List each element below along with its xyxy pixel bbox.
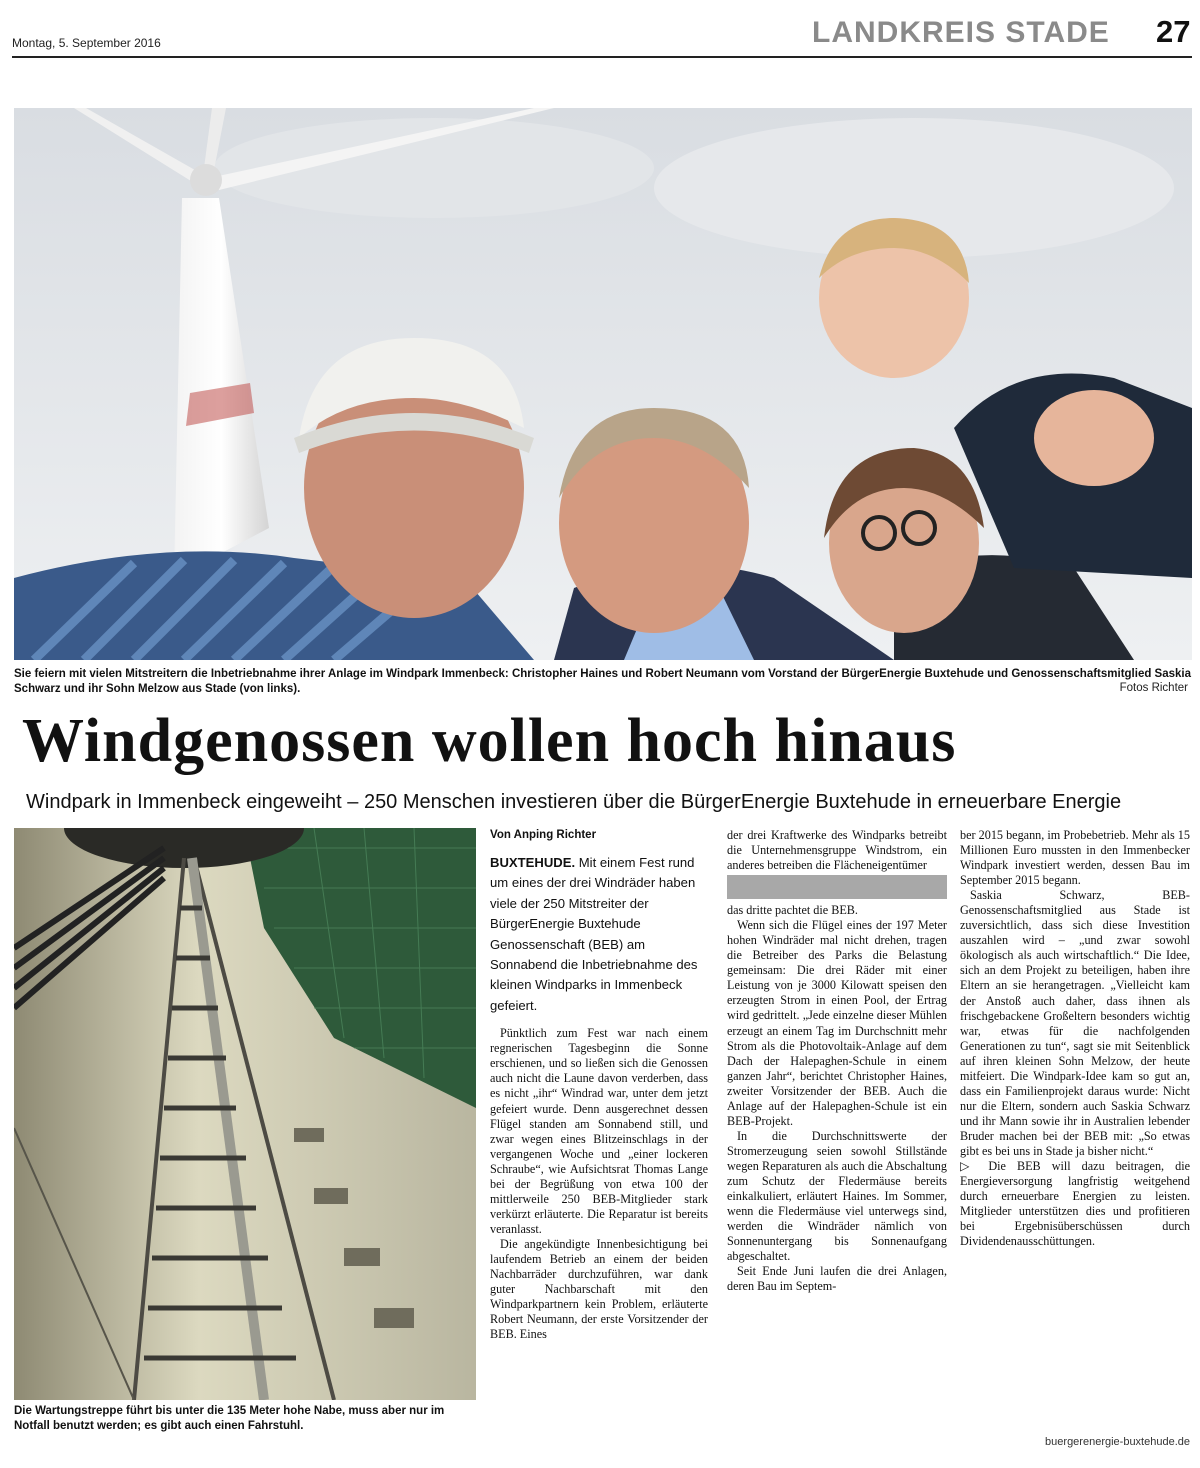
body-paragraph: das dritte pachtet die BEB.: [727, 903, 858, 918]
headline: Windgenossen wollen hoch hinaus: [22, 707, 957, 775]
photo-caption: Sie feiern mit vielen Mitstreitern die Inbetriebnahme ihrer Anlage im Windpark Immenbeck: Christopher Haines und Robert Neumann vom Vorstand der BürgerEnergie Buxtehude und Genossenschaftsmitglied Saskia Schwarz und ihr Sohn Melzow aus Stade (von links).: [14, 668, 1192, 695]
body-paragraph: ber 2015 begann, im Probebetrieb. Mehr als 15 Millionen Euro mussten in den Immenbecker Windpark investiert werden, dessen Bau im September 2015 begann.: [960, 828, 1190, 888]
section-title: LANDKREIS STADE: [812, 16, 1110, 49]
byline: Von Anping Richter: [490, 829, 597, 841]
dateline: BUXTEHUDE.: [490, 855, 576, 871]
lead-paragraph: BUXTEHUDE. Mit einem Fest rund um eines der drei Windräder haben viele der 250 Mitstreiter der BürgerEnergie Buxtehude Genossenschaft (BEB) am Sonnabend die Inbetriebnahme des kleinen Windparks in Immenbeck gefeiert.: [490, 855, 698, 1013]
article-column-1: [490, 828, 708, 1342]
ladder-photo: [14, 828, 476, 1400]
ladder-photo-caption: Die Wartungstreppe führt bis unter die 135 Meter hohe Nabe, muss aber nur im Notfall benutzt werden; es gibt auch einen Fahrstuhl.: [14, 1405, 445, 1432]
body-paragraph: Seit Ende Juni laufen die drei Anlagen, deren Bau im Septem-: [727, 1264, 947, 1294]
issue-date: Montag, 5. September 2016: [12, 36, 161, 50]
info-box: ▷ Die BEB will dazu beitragen, die Energieversorgung langfristig weitgehend durch erneuerbare Energien zu leisten. Mitglieder unterstützen dies und profitieren bei Ergebnisüberschüssen durch Dividendenausschüttungen.: [960, 1159, 1190, 1249]
redacted-block: [727, 875, 947, 899]
article-column-2: [727, 828, 947, 1294]
website-link[interactable]: buergerenergie-buxtehude.de: [1045, 1436, 1190, 1448]
body-paragraph: Pünktlich zum Fest war nach einem regnerischen Tagesbeginn die Sonne erschienen, und so ließen sich die Genossen auch nicht die Laune davon verderben, dass es nicht „ihr“ Windrad war, unter dem jetzt gefeiert wurde. Denn ausgerechnet dessen Flügel standen am Sonnabend still, und zwar wegen eines Blitzeinschlags in der vergangenen Woche und „einer lockeren Schraube“, wie Aufsichtsrat Thomas Lange bei der Begrüßung von etwa 100 der mittlerweile 250 BEB-Mitglieder stark verkürzt erläuterte. Die Reparatur ist bereits veranlasst.: [490, 1026, 708, 1236]
body-paragraph: Die angekündigte Innenbesichtigung bei laufendem Betrieb an einem der beiden Nachbarräder durchzuführen, war dank guter Nachbarschaft mit den Windparkpartnern kein Problem, erläuterte Robert Neumann, der erste Vorsitzender der BEB. Eines: [490, 1236, 708, 1342]
body-paragraph: In die Durchschnittswerte der Stromerzeugung seien sowohl Stillstände wegen Reparaturen als auch die Abschaltung zum Schutz der Fledermäuse bereits einkalkuliert, erläutert Haines. Im Sommer, wenn die Fledermäuse viel unterwegs sind, werden die Windräder nämlich von Sonnenuntergang bis Sonnenaufgang abgeschaltet.: [727, 1128, 947, 1264]
photo-credit: Fotos Richter: [1119, 682, 1188, 694]
body-paragraph: Saskia Schwarz, BEB-Genossenschaftsmitglied aus Stade ist zuversichtlich, dass sich diese Investition auszahlen wird – „und zwar sowohl ökologisch als auch wirtschaftlich.“ Die Idee, sich an dem Projekt zu beteiligen, haben ihre Eltern an sie herangetragen. „Vielleicht kam der Anstoß auch daher, dass ihnen als frischgebackene Großeltern besonders wichtig war, etwas für die nachfolgenden Generationen zu tun“, sagt sie mit Seitenblick auf ihren kleinen Sohn Melzow, der heute mitfeiert. Die Windpark-Idee kam so gut an, dass ein Familienprojekt daraus wurde: Nicht nur die Eltern, sondern auch Saskia Schwarz und ihr Mann sowie ihr in Australien lebender Bruder machen bei der BEB mit: „So etwas gibt es bei uns in Stade ja bisher nicht.“: [960, 888, 1190, 1158]
main-photo: [14, 108, 1192, 660]
body-paragraph: der drei Kraftwerke des Windparks betreibt die Unternehmensgruppe Windstrom, ein anderes betreiben die Flächeneigentümer: [727, 828, 947, 873]
article-column-3: [960, 828, 1190, 1249]
page-number: 27: [1156, 14, 1191, 49]
header-rule: [12, 56, 1192, 58]
subheadline: Windpark in Immenbeck eingeweiht – 250 Menschen investieren über die BürgerEnergie Buxtehude in erneuerbare Energie: [26, 791, 1122, 813]
body-paragraph: Wenn sich die Flügel eines der 197 Meter hohen Windräder mal nicht drehen, tragen die Betreiber des Parks die Belastung gemeinsam: Die drei Räder mit einer Leistung von je 3000 Kilowatt speisen den erzeugten Strom in einen Pool, der Ertrag wird gedrittelt. „Jede einzelne dieser Mühlen erzeugt an einem Tag im Durchschnitt mehr Strom als die Photovoltaik-Anlage auf dem Dach der Halepaghen-Schule in einem ganzen Jahr“, berichtet Christopher Haines, zweiter Vorsitzender der BEB. Auch die Anlage auf der Halepaghen-Schule ist ein BEB-Projekt.: [727, 918, 947, 1128]
